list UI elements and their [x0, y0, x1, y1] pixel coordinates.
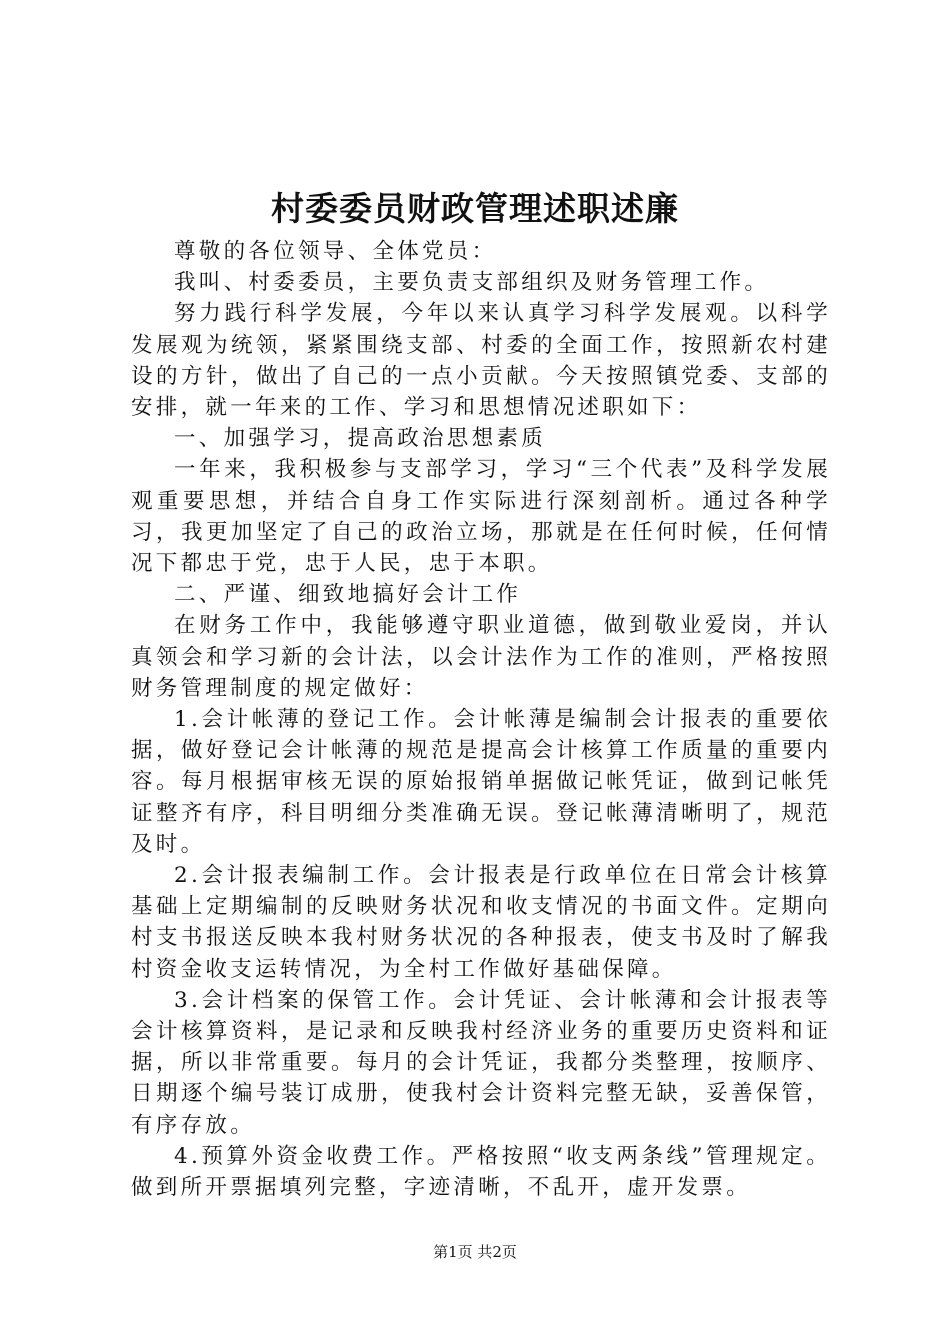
document-body	[131, 236, 831, 1203]
item-paragraph-4: 4.预算外资金收费工作。严格按照“收支两条线”管理规定。做到所开票据填列完整，字迹清晰，不乱开，虚开发票。	[131, 1143, 831, 1201]
item-paragraph-1: 1.会计帐薄的登记工作。会计帐薄是编制会计报表的重要依据，做好登记会计帐薄的规范是提高会计核算工作质量的重要内容。每月根据审核无误的原始报销单据做记帐凭证，做到记帐凭证整齐有序，科目明细分类准确无误。登记帐薄清晰明了，规范及时。	[131, 707, 831, 857]
page-number-footer: 第1页 共2页	[433, 1243, 517, 1261]
document-title: 村委委员财政管理述职述廉	[271, 189, 679, 228]
intro-paragraph: 我叫、村委委员，主要负责支部组织及财务管理工作。	[174, 270, 770, 296]
item-paragraph-3: 3.会计档案的保管工作。会计凭证、会计帐薄和会计报表等会计核算资料，是记录和反映我村经济业务的重要历史资料和证据，所以非常重要。每月的会计凭证，我都分类整理，按顺序、日期逐个编号装订成册，使我村会计资料完整无缺，妥善保管，有序存放。	[131, 987, 831, 1138]
study-paragraph: 一年来，我积极参与支部学习，学习“三个代表”及科学发展观重要思想，并结合自身工作实际进行深刻剖析。通过各种学习，我更加坚定了自己的政治立场，那就是在任何时候，任何情况下都忠于党，忠于人民，忠于本职。	[131, 457, 831, 577]
salutation-paragraph: 尊敬的各位领导、全体党员：	[174, 239, 497, 264]
finance-paragraph: 在财务工作中，我能够遵守职业道德，做到敬业爱岗，并认真领会和学习新的会计法，以会计法作为工作的准则，严格按照财务管理制度的规定做好：	[131, 613, 831, 701]
section-heading-2: 二、严谨、细致地搞好会计工作	[174, 582, 522, 608]
overview-paragraph: 努力践行科学发展，今年以来认真学习科学发展观。以科学发展观为统领，紧紧围绕支部、村委的全面工作，按照新农村建设的方针，做出了自己的一点小贡献。今天按照镇党委、支部的安排，就一年来的工作、学习和思想情况述职如下：	[131, 301, 831, 421]
section-heading-1: 一、加强学习，提高政治思想素质	[174, 426, 547, 452]
item-paragraph-2: 2.会计报表编制工作。会计报表是行政单位在日常会计核算基础上定期编制的反映财务状况和收支情况的书面文件。定期向村支书报送反映本我村财务状况的各种报表，使支书及时了解我村资金收支运转情况，为全村工作做好基础保障。	[131, 863, 831, 982]
